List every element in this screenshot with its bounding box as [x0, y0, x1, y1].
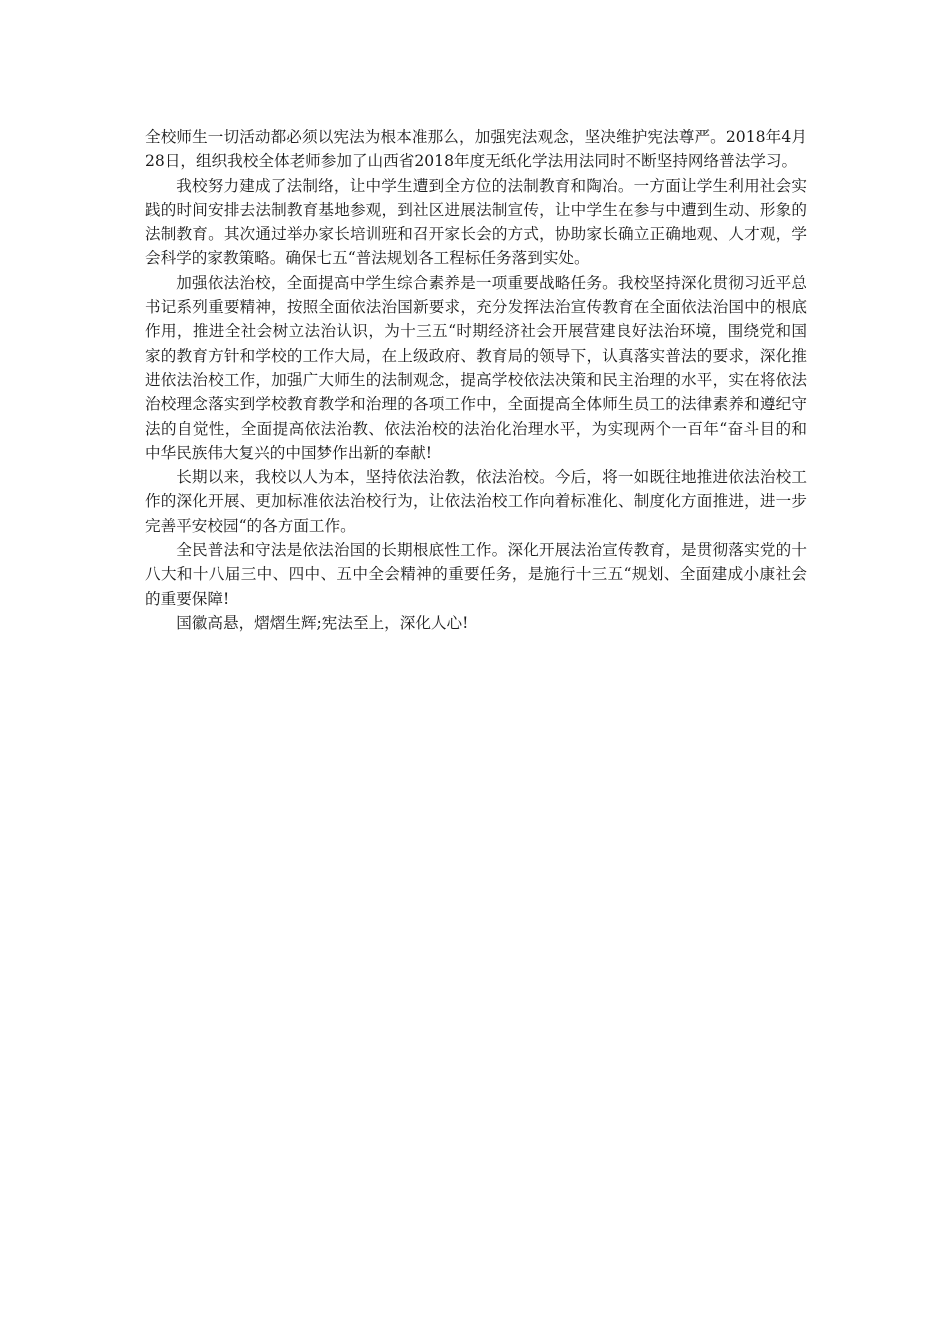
document-body — [145, 125, 807, 635]
paragraph-2: 我校努力建成了法制络，让中学生遭到全方位的法制教育和陶冶。一方面让学生利用社会实践的时间安排去法制教育基地参观，到社区进展法制宣传，让中学生在参与中遭到生动、形象的法制教育。其次通过举办家长培训班和召开家长会的方式，协助家长确立正确地观、人才观，学会科学的家教策略。确保七五“普法规划各工程标任务落到实处。 — [145, 176, 807, 268]
paragraph-4: 长期以来，我校以人为本，坚持依法治教，依法治校。今后，将一如既往地推进依法治校工作的深化开展、更加标准依法治校行为，让依法治校工作向着标准化、制度化方面推进，进一步完善平安校园“的各方面工作。 — [145, 468, 807, 535]
paragraph-1: 全校师生一切活动都必须以宪法为根本准那么，加强宪法观念，坚决维护宪法尊严。2018年4月28日，组织我校全体老师参加了山西省2018年度无纸化学法用法同时不断坚持网络普法学习。 — [145, 128, 807, 171]
paragraph-3: 加强依法治校，全面提高中学生综合素养是一项重要战略任务。我校坚持深化贯彻习近平总书记系列重要精神，按照全面依法治国新要求，充分发挥法治宣传教育在全面依法治国中的根底作用，推进全社会树立法治认识，为十三五“时期经济社会开展营建良好法治环境，围绕党和国家的教育方针和学校的工作大局，在上级政府、教育局的领导下，认真落实普法的要求，深化推进依法治校工作，加强广大师生的法制观念，提高学校依法决策和民主治理的水平，实在将依法治校理念落实到学校教育教学和治理的各项工作中，全面提高全体师生员工的法律素养和遵纪守法的自觉性，全面提高依法治教、依法治校的法治化治理水平，为实现两个一百年“奋斗目的和中华民族伟大复兴的中国梦作出新的奉献! — [145, 273, 807, 462]
paragraph-6: 国徽高悬，熠熠生辉;宪法至上，深化人心! — [176, 613, 469, 632]
paragraph-5: 全民普法和守法是依法治国的长期根底性工作。深化开展法治宣传教育，是贯彻落实党的十八大和十八届三中、四中、五中全会精神的重要任务，是施行十三五“规划、全面建成小康社会的重要保障! — [145, 541, 807, 608]
